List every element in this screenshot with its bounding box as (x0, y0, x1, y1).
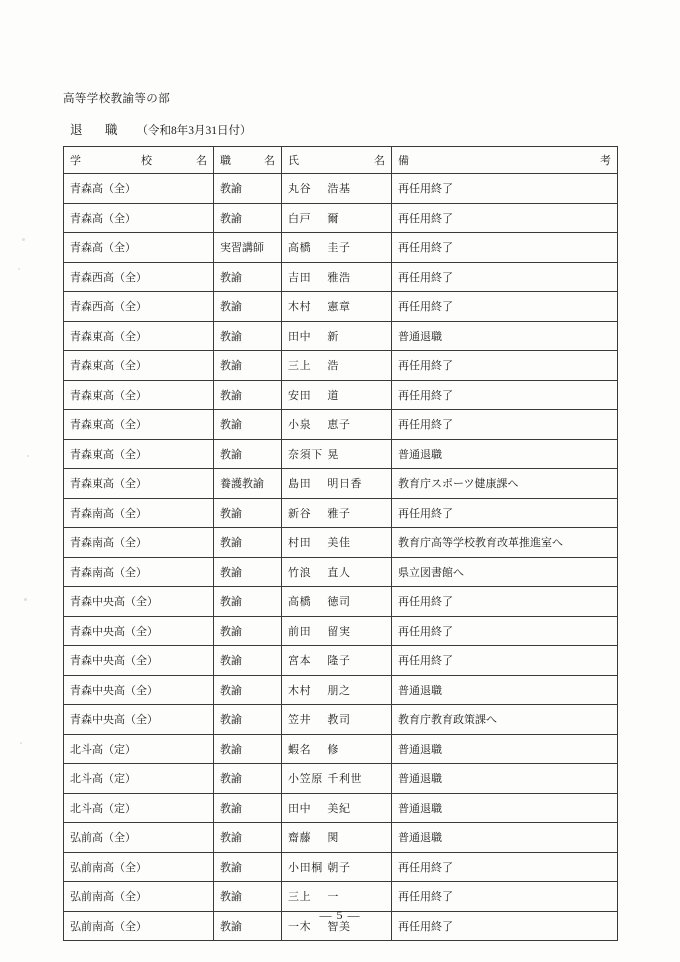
cell-name-surname: 高橋 (288, 242, 312, 255)
cell-name (282, 469, 392, 499)
table-row (64, 380, 618, 410)
cell-post: 教諭 (214, 587, 282, 617)
cell-school: 青森東高（全） (64, 351, 214, 381)
cell-school: 青森西高（全） (64, 262, 214, 292)
column-header-note (392, 147, 618, 174)
cell-note: 普通退職 (392, 321, 618, 351)
cell-post: 教諭 (214, 380, 282, 410)
cell-name (282, 262, 392, 292)
cell-school: 青森東高（全） (64, 321, 214, 351)
scan-speck (24, 598, 27, 601)
cell-note: 普通退職 (392, 675, 618, 705)
cell-name-surname: 安田 (288, 389, 312, 402)
cell-name-given: 雅子 (327, 507, 351, 520)
cell-name (282, 203, 392, 233)
cell-name-given: 恵子 (327, 419, 351, 432)
cell-note: 教育庁スポーツ健康課へ (392, 469, 618, 499)
table-row (64, 823, 618, 853)
cell-name-given: 教司 (327, 714, 351, 727)
cell-school: 青森東高（全） (64, 469, 214, 499)
column-header-school-right: 校 名 (141, 155, 207, 167)
scan-speck (18, 268, 20, 270)
table-row (64, 734, 618, 764)
cell-post: 教諭 (214, 646, 282, 676)
table-row (64, 764, 618, 794)
cell-post: 教諭 (214, 292, 282, 322)
cell-school: 青森東高（全） (64, 380, 214, 410)
table-row (64, 174, 618, 204)
cell-name-given: 美佳 (327, 537, 351, 550)
cell-note: 再任用終了 (392, 587, 618, 617)
cell-name-surname: 小泉 (288, 419, 312, 432)
column-header-post-right: 名 (264, 155, 275, 167)
cell-school: 青森南高（全） (64, 498, 214, 528)
cell-name (282, 321, 392, 351)
cell-name-given: 朋之 (327, 684, 351, 697)
cell-school: 北斗高（定） (64, 764, 214, 794)
cell-name-given: 雅浩 (327, 271, 351, 284)
cell-post: 教諭 (214, 911, 282, 941)
table-row (64, 410, 618, 440)
cell-post: 教諭 (214, 675, 282, 705)
table-row (64, 262, 618, 292)
cell-name (282, 528, 392, 558)
cell-name (282, 351, 392, 381)
cell-name-given: 浩基 (327, 183, 351, 196)
cell-school: 青森東高（全） (64, 410, 214, 440)
cell-school: 青森中央高（全） (64, 646, 214, 676)
cell-name (282, 646, 392, 676)
cell-name-given: 浩 (327, 360, 339, 373)
cell-name-given: 直人 (327, 566, 351, 579)
table-row (64, 852, 618, 882)
cell-name-surname: 新谷 (288, 507, 312, 520)
cell-post: 教諭 (214, 734, 282, 764)
cell-name-surname: 小田桐 (288, 861, 323, 874)
cell-note: 再任用終了 (392, 233, 618, 263)
table-row (64, 705, 618, 735)
cell-note: 再任用終了 (392, 203, 618, 233)
cell-school: 青森西高（全） (64, 292, 214, 322)
cell-name-given: 爾 (327, 212, 339, 225)
cell-name (282, 439, 392, 469)
cell-name (282, 793, 392, 823)
cell-name-given: 隆子 (327, 655, 351, 668)
cell-school: 青森東高（全） (64, 439, 214, 469)
cell-school: 青森高（全） (64, 174, 214, 204)
cell-school: 弘前南高（全） (64, 911, 214, 941)
table-row (64, 528, 618, 558)
column-header-post (214, 147, 282, 174)
cell-post: 教諭 (214, 793, 282, 823)
cell-name (282, 852, 392, 882)
subsection-date: （令和8年3月31日付） (136, 125, 252, 137)
cell-name (282, 380, 392, 410)
cell-post: 教諭 (214, 410, 282, 440)
cell-note: 再任用終了 (392, 262, 618, 292)
cell-name-surname: 三上 (288, 360, 312, 373)
cell-school: 弘前南高（全） (64, 852, 214, 882)
document-section-heading: 高等学校教諭等の部 (63, 93, 171, 105)
table-row (64, 292, 618, 322)
cell-school: 青森中央高（全） (64, 587, 214, 617)
column-header-name-right: 名 (374, 155, 385, 167)
cell-post: 教諭 (214, 174, 282, 204)
column-header-note-right: 考 (600, 155, 611, 167)
cell-name-given: 圭子 (327, 242, 351, 255)
scan-speck (27, 455, 29, 457)
table-row (64, 321, 618, 351)
cell-note: 再任用終了 (392, 410, 618, 440)
subsection-label: 退 職 (70, 123, 123, 137)
cell-post: 教諭 (214, 321, 282, 351)
table-body (64, 174, 618, 941)
cell-note: 再任用終了 (392, 852, 618, 882)
cell-note: 再任用終了 (392, 498, 618, 528)
cell-name (282, 675, 392, 705)
table-row (64, 498, 618, 528)
cell-name (282, 705, 392, 735)
cell-note: 再任用終了 (392, 292, 618, 322)
cell-note: 普通退職 (392, 734, 618, 764)
table-row (64, 233, 618, 263)
cell-post: 教諭 (214, 351, 282, 381)
table-row (64, 587, 618, 617)
cell-name (282, 174, 392, 204)
scan-speck (20, 742, 22, 744)
cell-note: 再任用終了 (392, 616, 618, 646)
cell-note: 再任用終了 (392, 882, 618, 912)
cell-name-given: 留実 (327, 625, 351, 638)
cell-name-given: 新 (327, 330, 339, 343)
cell-name-surname: 前田 (288, 625, 312, 638)
cell-note: 再任用終了 (392, 380, 618, 410)
table-row (64, 793, 618, 823)
table-row (64, 203, 618, 233)
cell-name-given: 明日香 (327, 478, 363, 491)
table-row (64, 646, 618, 676)
cell-name-surname: 三上 (288, 891, 312, 904)
page-number: ― 5 ― (319, 908, 361, 922)
cell-name-surname: 宮本 (288, 655, 312, 668)
cell-school: 北斗高（定） (64, 734, 214, 764)
cell-name-given: 道 (327, 389, 339, 402)
cell-post: 教諭 (214, 498, 282, 528)
cell-note: 再任用終了 (392, 174, 618, 204)
cell-post: 教諭 (214, 439, 282, 469)
cell-name-given: 朝子 (327, 861, 351, 874)
column-header-name-left: 氏 (288, 155, 299, 167)
cell-name-surname: 田中 (288, 802, 312, 815)
cell-name-given: 関 (327, 832, 339, 845)
cell-post: 教諭 (214, 528, 282, 558)
cell-post: 教諭 (214, 764, 282, 794)
cell-note: 普通退職 (392, 823, 618, 853)
cell-name-surname: 白戸 (288, 212, 312, 225)
table-row (64, 557, 618, 587)
cell-name-given: 修 (327, 743, 339, 756)
cell-school: 弘前南高（全） (64, 882, 214, 912)
cell-name-surname: 村田 (288, 537, 312, 550)
cell-name-surname: 島田 (288, 478, 312, 491)
cell-name-given: 千利世 (327, 773, 363, 786)
cell-note: 教育庁教育政策課へ (392, 705, 618, 735)
table-row (64, 469, 618, 499)
table-row (64, 616, 618, 646)
cell-name-surname: 木村 (288, 684, 312, 697)
cell-name (282, 764, 392, 794)
cell-name-given: 美紀 (327, 802, 351, 815)
cell-name (282, 616, 392, 646)
table-row (64, 675, 618, 705)
cell-name (282, 823, 392, 853)
cell-name-given: 憲章 (327, 301, 351, 314)
cell-note: 再任用終了 (392, 911, 618, 941)
cell-school: 青森中央高（全） (64, 616, 214, 646)
cell-school: 青森中央高（全） (64, 675, 214, 705)
cell-note: 県立図書館へ (392, 557, 618, 587)
table-row (64, 439, 618, 469)
cell-name-given: 智美 (327, 920, 351, 933)
cell-name-surname: 高橋 (288, 596, 312, 609)
cell-note: 再任用終了 (392, 351, 618, 381)
table-header-row (64, 147, 618, 174)
cell-post: 教諭 (214, 823, 282, 853)
cell-note: 再任用終了 (392, 646, 618, 676)
cell-post: 教諭 (214, 882, 282, 912)
cell-school: 青森高（全） (64, 203, 214, 233)
cell-name-surname: 丸谷 (288, 183, 312, 196)
cell-school: 弘前高（全） (64, 823, 214, 853)
cell-school: 北斗高（定） (64, 793, 214, 823)
column-header-school (64, 147, 214, 174)
cell-post: 教諭 (214, 203, 282, 233)
cell-note: 普通退職 (392, 793, 618, 823)
column-header-note-left: 備 (398, 155, 409, 167)
table-row (64, 882, 618, 912)
cell-school: 青森高（全） (64, 233, 214, 263)
cell-note: 普通退職 (392, 439, 618, 469)
table-row (64, 351, 618, 381)
cell-post: 教諭 (214, 705, 282, 735)
cell-name (282, 587, 392, 617)
cell-post: 教諭 (214, 616, 282, 646)
cell-school: 青森南高（全） (64, 557, 214, 587)
cell-name-surname: 小笠原 (288, 773, 323, 786)
cell-school: 青森南高（全） (64, 528, 214, 558)
cell-name-surname: 蝦名 (288, 743, 312, 756)
column-header-post-left: 職 (220, 155, 231, 167)
cell-note: 普通退職 (392, 764, 618, 794)
cell-name-surname: 奈須下 (288, 448, 323, 461)
cell-name (282, 557, 392, 587)
cell-name-surname: 田中 (288, 330, 312, 343)
scan-speck (22, 238, 25, 241)
cell-name-surname: 笠井 (288, 714, 312, 727)
cell-note: 教育庁高等学校教育改革推進室へ (392, 528, 618, 558)
cell-post: 養護教諭 (214, 469, 282, 499)
cell-name-given: 一 (327, 891, 339, 904)
cell-name-surname: 齋藤 (288, 832, 312, 845)
retirement-roster-table (63, 146, 618, 941)
cell-name-surname: 木村 (288, 301, 312, 314)
cell-name (282, 410, 392, 440)
cell-name (282, 498, 392, 528)
cell-name (282, 292, 392, 322)
cell-name-surname: 吉田 (288, 271, 312, 284)
column-header-name (282, 147, 392, 174)
cell-name-given: 晃 (327, 448, 339, 461)
cell-name-given: 徳司 (327, 596, 351, 609)
cell-post: 教諭 (214, 557, 282, 587)
cell-name (282, 734, 392, 764)
column-header-school-left: 学 (70, 155, 81, 167)
cell-name-surname: 竹浪 (288, 566, 312, 579)
document-subsection-heading (70, 120, 252, 138)
cell-name-surname: 一木 (288, 920, 312, 933)
cell-name (282, 233, 392, 263)
cell-post: 教諭 (214, 262, 282, 292)
cell-post: 教諭 (214, 852, 282, 882)
cell-name (282, 882, 392, 912)
cell-school: 青森中央高（全） (64, 705, 214, 735)
cell-post: 実習講師 (214, 233, 282, 263)
